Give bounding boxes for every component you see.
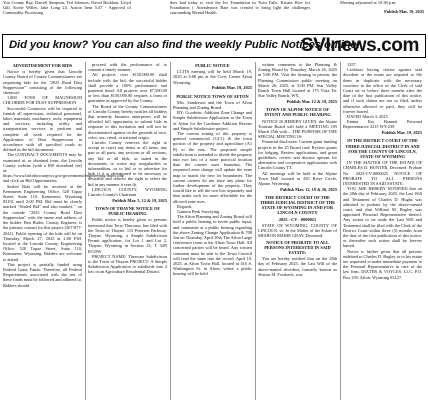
- notice-paragraph: Regards,: [177, 203, 193, 209]
- notice-column-5: [343, 62, 422, 400]
- online-notices-banner: [2, 34, 426, 58]
- publish-date-line: Publish Mar. 12 & 19, 2025: [286, 98, 337, 104]
- notice-paragraph: Notice is further given that all persons indebted to Charles D. Bagley or to his estate are requested to make immediate payment to the Personal Representative in care of the law firm, DIXTER & VOYLES, LLC, P.O. Box 239, Afton, Wyoming 83127.: [343, 248, 422, 280]
- notice-paragraph: Public notice is hereby given to persons interested that Terry Therouse, has filed with the Town of Thayne, 115 Petersen Parkway, Thayne, Wyoming, a Simple Subdivision Permit application, for Lot 1 and Lot 2, Thayne, Wyoming in Section 23, T 34N R119W.: [88, 217, 167, 254]
- notice-heading: ADVERTISEMENT FOR BIDS: [12, 63, 73, 68]
- notice-paragraph: proceed with the performance of to commit a timely manner.: [88, 62, 167, 73]
- notice-paragraph: The Afton Planning and Zoning Board will hold a public hearing to invite public input, and comments at a public hearing regarding the above Zoning Change Application & 708 Jon on Thursday, April 10th The Afton Large conference room at the Afton Town Hall. All concerned parties will be heard. Any written comment must be sent to the Town Council will read the same into the record. April 10, 2025, at Afton Town Hall, located at 416 S. Washington St. in Afton, where a public hearing will be held: [173, 214, 252, 277]
- notice-paragraph: Lincoln County reserves the right to accept or reject any items or all items, any part or all parts, any sections or all sections, any bid or all bids, as stated in the documents, to waive any irregularities or informalities, or to bid or to advertise for bids if it is determined to be necessary or desirable and reserve the right to select the bid in any manner it sees fit.: [88, 140, 167, 187]
- publish-date-line: Publish Mar. 5, 12 & 19, 2025: [112, 197, 167, 203]
- notice-paragraph: STATE OF WYOMING, COUNTY OF LINCOLN, ss: In the Matter of the Estate of SHARON MARIE GRAY, Deceased.: [258, 222, 337, 239]
- banner-site-link[interactable]: SVInews.com: [300, 35, 419, 56]
- notice-paragraph: Successful Contractor will be required to furnish all supervision, technical personnel, labor, materials, machinery, tools, equipment and services, including utility and transportation services to perform and complete all work required for the Application of Dust Suppression in accordance with all specified roads as defined in the bid documents.: [3, 105, 82, 153]
- notice-paragraph: Emma Fay Bennett Personal Representative 3215 WY-239: [343, 119, 422, 130]
- notice-paragraph: IN THE MATTER OF THE ESTATE OF CHARLES D. HUNTER, Deceased. Probate No. 2025-CV-0000025 NOTICE OF PROBATE TO ALL PERSONS INTERESTED IN SAID ESTATE:: [343, 160, 422, 186]
- notice-paragraph: All meetings will be held at the Alpine Town Hall located at 250 River Circle, Alpine, Wyoming.: [258, 170, 337, 186]
- top-strip-text-1: You County Ray, Darrell Simpson, Ted Johnson, David Brokken, Lloyd Gill, Koele Willes, Jake Long 24. Action Item 5:47 - Approval of Commodity Processing: [3, 0, 131, 16]
- notice-heading: IN THE DISTRICT COURT OF THE THIRD JUDICIAL DISTRICT IN AND FOR THE COUNTY OF LINCOLN, STATE OF WYOMING: [345, 138, 420, 159]
- notice-paragraph: Financial disclosure. Current grant funding projects in the 25 Broad card. Review grants for lodging. Review applications, and grant guidelines; review and discuss options for alternative and cooperative applications with Lincoln County TT.: [258, 139, 337, 171]
- notice-paragraph: PROJECT NAME: Therouse Subdivision to the Town of Thayne PROJECT: A Simple Subdivision Application to subdivide into 2 lots in an Agriculture Residential District.: [88, 253, 167, 275]
- notice-heading: PUBLIC NOTICE: [195, 63, 230, 68]
- notice-paragraph: Gannon Peak Surveying: [177, 208, 220, 214]
- notice-paragraph: DATED March 3, 2025: [347, 114, 388, 120]
- top-strip-text-3: Meeting adjourned at 10:38 p.m.: [340, 0, 397, 5]
- notice-paragraph: Notice is hereby given that Lincoln County Board of County Commissioners are requesting bids for the "2025 Road Dust Suppression" consisting of the following chemical:: [3, 69, 82, 96]
- top-strip-text-2: they had today to visit the Ice Foundation in Twin Falls. Kristin Rice for Foundation ( Attendenace Rate was created to bring light the challenges surrounding Mental Health: [170, 0, 310, 16]
- notice-paragraph: YOU ARE HEREBY NOTIFIED that on the 28th day of February, 2025, the Last Will and Testament of Charles D. Hughs was admitted to probate by the above-named court, and that William M. Bagley was appointed Personal Representative thereof. Any action to set aside the Last Will and Testament shall be filed with the Clerk of the District Court within three (3) months from the date of the first publication of this notice, or thereafter such action shall be forever barred.: [343, 186, 422, 249]
- notice-heading: 2025 - CV - 0000021: [278, 216, 317, 222]
- notice-paragraph: written comments to the Planning & Zoning Board by Thursday, March 26, 2025 at 5:00 PM. Visit the hearing in person, the Planning Commission public meeting on March 26, 2025, at 5:00 PM. Star Valley Ranch Town Hall located at 175 Vista Dr. Star Valley Ranch, WY.: [258, 62, 337, 99]
- notice-column-3: [173, 62, 252, 400]
- notice-paragraph: This project is partially funded using Federal Grant Funds. Therefore, all Federal Requirements associated with the use of these funds must be followed and adhered to. Bidders should: [3, 261, 82, 288]
- publish-date-line: Publish Mar. 19, 2025: [211, 85, 252, 91]
- notice-paragraph: NOTICE IS HEREBY GIVEN, the Alpine Tourism Board will hold a MEETING ON March 25th with ... THE PURPOSE OF THE SPECIAL MEETING IS:: [258, 118, 337, 140]
- legal-notices-columns: [3, 62, 427, 400]
- notice-paragraph: Sealed Bids will be received at the Kemmerer Engineering Office, 520 Topaz Street, Suite 110, Kemmerer, Wyoming 83101 until 2:00 PM. Bid must be clearly marked "Sealed Bid" and also marked " on the outside "2025 County Road Dust Suppression" with the name and address of the bidder. Ben Butler, County Engineer, is the primary contact for this project (307-877-2041). Public opening of the bids will be on Thursday, March 27, 2025 at 2:00 P.M. located at the Lincoln County, Engineering Office, 520 Topaz Street, Suite 110, Kemmerer, Wyoming. Bidders are welcome to attend.: [3, 183, 82, 262]
- notice-paragraph: The Board of the County Commissioners of Lincoln County hereby notifies all bidders that minority business enterprises will be afforded full opportunity to submit bids in response to this invitation and will not be discriminated against on the grounds of race, color, sex, creed, or national origin.: [88, 103, 167, 140]
- publish-date-line: Publish Mar. 19, 2025: [381, 130, 422, 136]
- publish-date-line: Publish Mar. 12, 19 & 26, 2025: [280, 186, 337, 192]
- notice-heading: PUBLIC NOTICE TOWN OF AFTON: [176, 93, 249, 99]
- top-notice-strip: [0, 0, 428, 36]
- top-strip-publish-line: Publish Mar. 19, 2025: [384, 9, 424, 14]
- notice-paragraph: Mrs. Sanderson and the Town of Afton Planning and Zoning Board.: [173, 99, 252, 110]
- notice-paragraph: You are hereby notified that on the 28th day of February 2025, the Last Will of the above-named decedent, formerly known as Sharon M. Fossbeck, was: [258, 256, 337, 277]
- banner-question: Did you know? You can also find the weekly Public Notices online!: [9, 39, 361, 51]
- notice-paragraph: 1,800 TONS OF MAGNESIUM CHLORIDE FOR DUST SUPPRESSION: [3, 95, 82, 106]
- notice-column-2: [88, 62, 167, 400]
- notice-heading: NOTICE OF PROBATE TO ALL PERSONS INTERESTED IN SAID ESTATE:: [264, 239, 331, 255]
- notice-paragraph: The current zoning of this property is general commercial (GC1) & the town portion of the property and agriculture (A1 R) to the east. The proposed simple subdivision is intended to divide the property into two lots of a more practical location than the current zone boundary. The requested zone change will update the zone map to match the new lot boundaries. The current owners do not have any plans for further development of the property. They would like to sell the two lots separately and thus make each lot more affordable for the allowed zone uses.: [173, 130, 252, 204]
- notice-paragraph: LCITS meeting will be held March 19, 2025 at 6:00 pm at the Civic Center Afton Wyoming.: [173, 69, 252, 85]
- notice-column-1: [3, 62, 124, 400]
- notice-paragraph: Creditors having claims against said decedent or the estate are required to file them in duplicate with the necessary vouchers in the office of the Clerk of said Court on or before three months after the date of the first publication of this notice, and if such claims are not so filed, unless otherwise allowed or paid, they will be forever barred.: [343, 67, 422, 114]
- notice-heading: TOWN OF ALPINE NOTICE OF INTENT AND PUBLIC HEARING: [264, 107, 331, 118]
- notice-paragraph: BY: Goodwin: Addition Zone Change and Simple Subdivision Application to the Town of Afton for the Gardener Addition Rezone and Simple Subdivision project.: [173, 110, 252, 131]
- notice-paragraph: All projects over $150,000.00 shall include with the bid, the successful bidder shall provide a 100% performance and payment bond. All projects over $7,500.00 or less than $150,000.00 requires a form of guarantee as approved by the County.: [88, 72, 167, 104]
- notice-heading: TOWN OF THAYNE NOTICE OF PUBLIC HEARING: [94, 205, 161, 217]
- notice-paragraph: The CONTRACT DOCUMENTS may be examined at, or obtained from, the Lincoln County website (with a $50 download fee) at: https://www.lincolncountywy.gov/government/engineering/index.php and click on Bid Opportunities.: [3, 152, 124, 184]
- notice-column-4: [258, 62, 337, 400]
- notice-paragraph: LINCOLN COUNTY, WYOMING Lincoln County's Chairman: [88, 186, 167, 198]
- notice-paragraph: 1357.: [347, 62, 357, 67]
- notice-heading: THE DISTRICT COURT OF THE THIRD JUDICIAL DISTRICT OF THE STATE OF WYOMING IN AND FOR LINCOLN COUNTY: [259, 194, 336, 216]
